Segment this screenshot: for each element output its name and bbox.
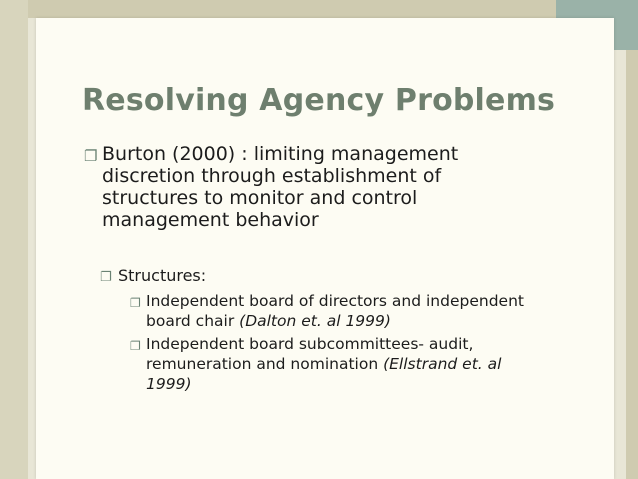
frame-right-bar bbox=[626, 0, 638, 479]
bullet-text: Independent board of directors and independent board chair bbox=[146, 292, 524, 330]
frame-left-bar bbox=[0, 0, 28, 479]
square-bullet-icon: ❐ bbox=[84, 147, 98, 165]
square-bullet-icon: ❐ bbox=[130, 339, 141, 353]
citation: (Dalton et. al 1999) bbox=[239, 312, 391, 330]
square-bullet-icon: ❐ bbox=[100, 270, 112, 285]
bullet-text-wrapper bbox=[146, 334, 546, 394]
citation: (Ellstrand et. al 1999) bbox=[146, 355, 502, 393]
slide-title: Resolving Agency Problems bbox=[82, 83, 556, 118]
square-bullet-icon: ❐ bbox=[130, 296, 141, 310]
bullet-text: Burton (2000) : limiting management discretion through establishment of structures to monitor and control management behavior bbox=[102, 143, 459, 231]
bullet-text-wrapper bbox=[146, 291, 546, 331]
bullet-text: Independent board subcommittees- audit, remuneration and nomination bbox=[146, 335, 474, 373]
bullet-text: Structures: bbox=[118, 266, 207, 285]
frame-top-bar bbox=[0, 0, 638, 18]
